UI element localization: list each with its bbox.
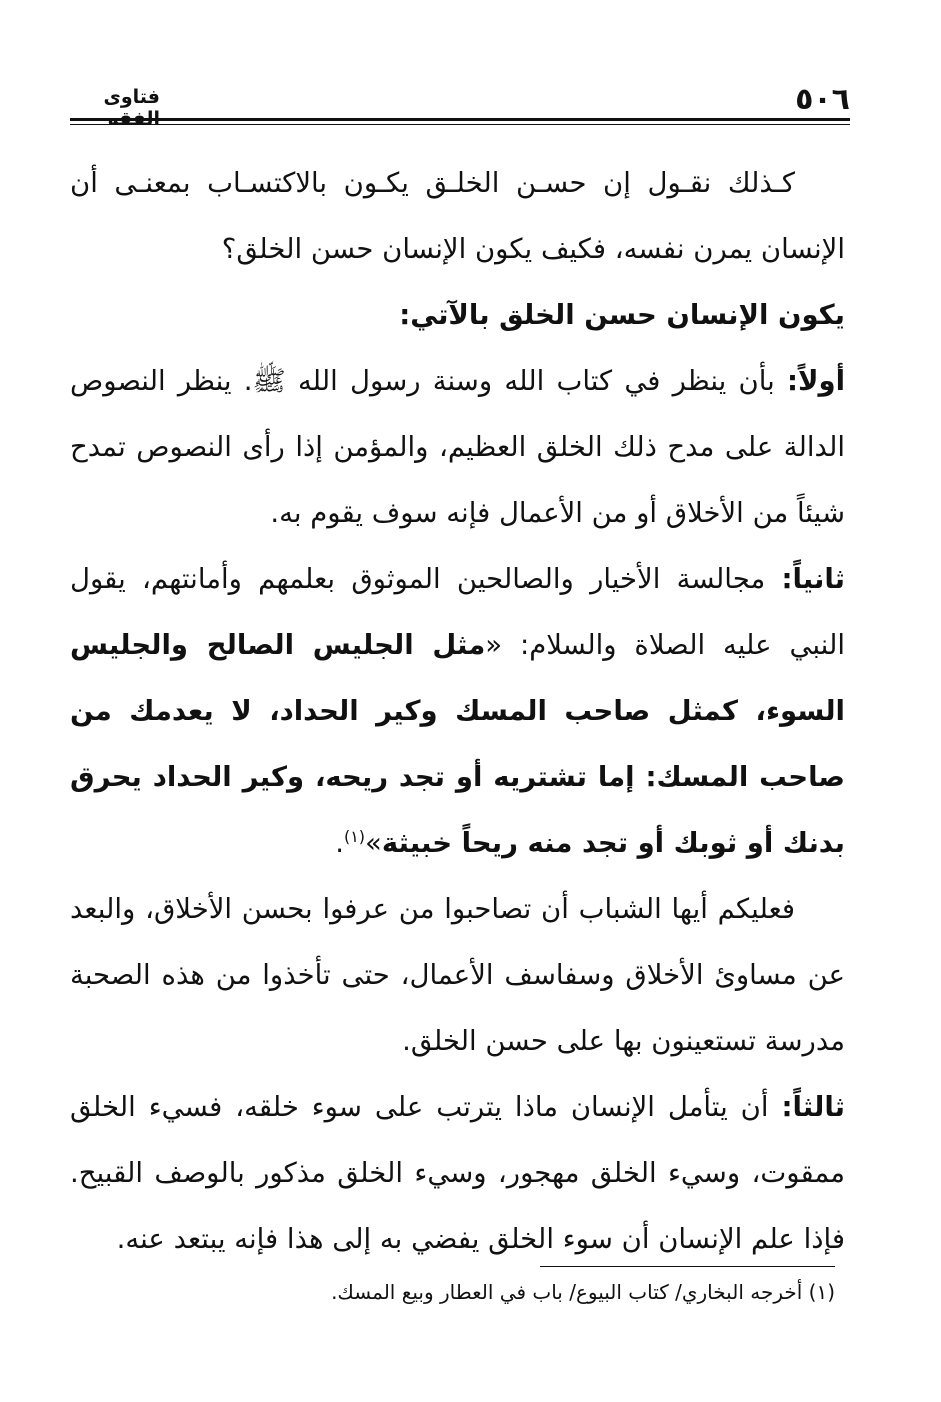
footnote: (١) أخرجه البخاري/ كتاب البيوع/ باب في العطار وبيع المسك. — [331, 1280, 835, 1304]
running-header — [70, 78, 850, 130]
quote-close: » — [365, 827, 382, 859]
second-label: ثانياً: — [781, 563, 845, 595]
page-number: ٥٠٦ — [795, 82, 850, 117]
paragraph-intro: كـذلك نقـول إن حسـن الخلـق يكـون بالاكتسـاب بمعنـى أن الإنسان يمرن نفسه، فكيف يكون الإنسان حسن الخلق؟ — [70, 167, 845, 265]
second-intro: مجالسة الأخيار والصالحين الموثوق بعلمهم وأمانتهم، يقول النبي عليه الصلاة والسلام: « — [70, 563, 845, 661]
header-title: فتاوى الفقه — [103, 86, 160, 130]
first-text: بأن ينظر في كتاب الله وسنة رسول الله ﷺ. ينظر النصوص الدالة على مدح ذلك الخلق العظيم، والمؤمن إذا رأى النصوص تمدح شيئاً من الأخلاق أو من الأعمال فإنه سوف يقوم به. — [70, 365, 845, 529]
first-label: أولاً: — [787, 365, 845, 397]
third-text: أن يتأمل الإنسان ماذا يترتب على سوء خلقه، فسيء الخلق ممقوت، وسيء الخلق مهجور، وسيء الخلق مذكور بالوصف القبيح. فإذا علم الإنسان أن سوء الخلق يفضي به إلى هذا فإنه يبتعد عنه. — [70, 1091, 845, 1255]
section-heading: يكون الإنسان حسن الخلق بالآتي: — [399, 299, 845, 331]
paragraph-second — [70, 546, 845, 876]
third-label: ثالثاً: — [781, 1091, 845, 1123]
paragraph-advice: فعليكم أيها الشباب أن تصاحبوا من عرفوا بحسن الأخلاق، والبعد عن مساوئ الأخلاق وسفاسف الأعمال، حتى تأخذوا من هذه الصحبة مدرسة تستعينون بها على حسن الخلق. — [70, 893, 845, 1057]
hadith-quote: مثل الجليس الصالح والجليس السوء، كمثل صاحب المسك وكير الحداد، لا يعدمك من صاحب المسك: إما تشتريه أو تجد ريحه، وكير الحداد يحرق بدنك أو ثوبك أو تجد منه ريحاً خبيثة — [70, 629, 845, 859]
sentence-end: . — [335, 827, 344, 859]
footnote-rule — [540, 1266, 835, 1267]
paragraph-third — [70, 1074, 845, 1272]
footnote-ref: (١) — [343, 826, 366, 846]
header-rule-thin — [70, 124, 850, 125]
body-text — [70, 150, 845, 1272]
header-rule — [70, 118, 850, 121]
paragraph-first — [70, 348, 845, 546]
